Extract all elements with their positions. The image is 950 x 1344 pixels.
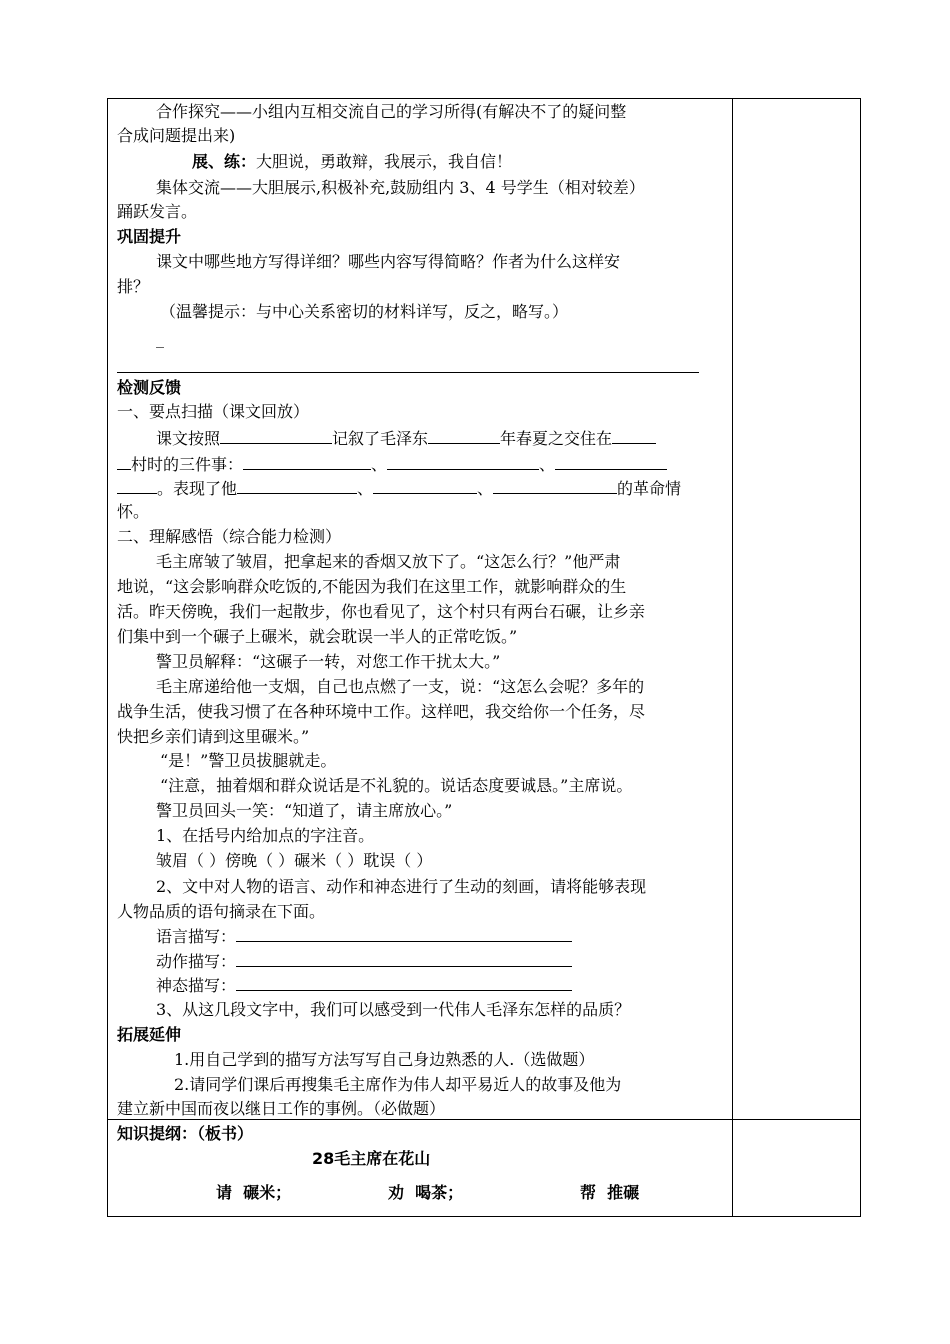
fill-sep-3a: 、: [357, 479, 374, 498]
blank-village-b[interactable]: [117, 454, 131, 470]
blank-event-3a[interactable]: [555, 454, 667, 470]
passage-line: 警卫员解释：“这碾子一转，对您工作干扰太大。”: [156, 652, 501, 671]
extend-heading: 拓展延伸: [117, 1025, 182, 1044]
expression-label: 神态描写：: [156, 976, 237, 995]
collab-line-2: 合成问题提出来): [117, 126, 236, 145]
passage-line: 战争生活，使我习惯了在各种环境中工作。这样吧，我交给你一个任务，尽: [117, 702, 646, 721]
fill-sep-2b: 、: [539, 455, 556, 474]
collab-line-1: 合作探究——小组内互相交流自己的学习所得(有解决不了的疑问整: [156, 102, 627, 121]
row-divider: [108, 1119, 860, 1120]
part1-title: 一、要点扫描（课文回放）: [117, 402, 310, 421]
language-label: 语言描写：: [156, 927, 237, 946]
fill-line-4: 怀。: [117, 502, 150, 521]
group-exchange-line-1: 集体交流——大胆展示,积极补充,鼓励组内 3、4 号学生（相对较差）: [156, 178, 645, 197]
passage-line: 毛主席递给他一支烟，自己也点燃了一支，说：“这怎么会呢？多年的: [156, 677, 645, 696]
expression-description: [156, 975, 572, 996]
extend-item-1: 1.用自己学到的描写方法写写自己身边熟悉的人.（选做题）: [174, 1050, 595, 1069]
blank-quality-1[interactable]: [237, 478, 357, 494]
passage-line: 活。昨天傍晚，我们一起散步，你也看见了，这个村只有两台石碾，让乡亲: [117, 602, 646, 621]
consolidate-tip: （温馨提示：与中心关系密切的材料详写，反之，略写。）: [160, 302, 569, 321]
outline-title: 28毛主席在花山: [312, 1149, 431, 1168]
blank-language[interactable]: [236, 926, 572, 942]
blank-quality-2[interactable]: [373, 478, 477, 494]
fill-text-1c: 年春夏之交住在: [500, 429, 613, 448]
fill-line-2: [117, 454, 667, 475]
passage-line: 警卫员回头一笑：“知道了，请主席放心。”: [156, 801, 453, 820]
show-practice: [192, 152, 512, 172]
outline-item-3: 帮 推碾: [580, 1183, 640, 1202]
fill-sep-3b: 、: [477, 479, 494, 498]
fill-line-3: [117, 478, 681, 499]
passage-line: 毛主席皱了皱眉，把拿起来的香烟又放下了。“这怎么行？”他严肃: [156, 552, 621, 571]
question-3: 3、从这几段文字中，我们可以感受到一代伟人毛泽东怎样的品质？: [156, 1000, 631, 1019]
extend-item-2-line-1: 2.请同学们课后再搜集毛主席作为伟人却平易近人的故事及他为: [174, 1075, 622, 1094]
blank-event-1[interactable]: [243, 454, 371, 470]
blank-village-a[interactable]: [612, 428, 656, 444]
passage-line: 们集中到一个碾子上碾米，就会耽误一半人的正常吃饭。”: [117, 627, 518, 646]
show-text: 大胆说，勇敢辩，我展示，我自信！: [256, 152, 513, 171]
action-label: 动作描写：: [156, 952, 237, 971]
feedback-heading: 检测反馈: [117, 378, 182, 397]
fill-line-1: [156, 428, 656, 449]
blank-quality-3[interactable]: [493, 478, 617, 494]
consolidate-dash: _: [156, 329, 164, 348]
question-2-line-1: 2、文中对人物的语言、动作和神态进行了生动的刻画，请将能够表现: [156, 877, 647, 896]
part2-title: 二、理解感悟（综合能力检测）: [117, 527, 342, 546]
question-1: 1、在括号内给加点的字注音。: [156, 826, 375, 845]
question-1-words: 皱眉（ ）傍晚（ ）碾米（ ）耽误（ ）: [156, 851, 433, 870]
blank-order[interactable]: [220, 428, 332, 444]
answer-line: [117, 372, 699, 373]
group-exchange-line-2: 踊跃发言。: [117, 202, 198, 221]
show-label: 展、练：: [192, 152, 257, 171]
lesson-plan-table: [107, 98, 861, 1217]
passage-line: 快把乡亲们请到这里碾米。”: [117, 727, 310, 746]
passage-line: 地说，“这会影响群众吃饭的,不能因为我们在这里工作，就影响群众的生: [117, 577, 627, 596]
passage-line: “注意，抽着烟和群众说话是不礼貌的。说话态度要诚恳。”主席说。: [160, 776, 633, 795]
fill-text-3b: 的革命情: [617, 479, 682, 498]
blank-year[interactable]: [428, 428, 500, 444]
blank-expression[interactable]: [236, 975, 572, 991]
extend-item-2-line-2: 建立新中国而夜以继日工作的事例。（必做题）: [117, 1099, 446, 1118]
blank-event-2[interactable]: [387, 454, 539, 470]
fill-text-2a: 村时的三件事：: [131, 455, 244, 474]
fill-sep-2a: 、: [371, 455, 388, 474]
consolidate-heading: 巩固提升: [117, 227, 182, 246]
blank-action[interactable]: [236, 951, 572, 967]
fill-text-1a: 课文按照: [156, 429, 221, 448]
outline-item-2: 劝 喝茶；: [388, 1183, 464, 1202]
action-description: [156, 951, 572, 972]
fill-text-3a: 。表现了他: [157, 479, 238, 498]
column-divider: [732, 99, 733, 1216]
outline-item-1: 请 碾米；: [216, 1183, 292, 1202]
question-2-line-2: 人物品质的语句摘录在下面。: [117, 902, 326, 921]
fill-text-1b: 记叙了毛泽东: [332, 429, 429, 448]
consolidate-question-line-1: 课文中哪些地方写得详细？哪些内容写得简略？作者为什么这样安: [156, 252, 621, 271]
passage-line: “是！”警卫员拔腿就走。: [160, 751, 337, 770]
consolidate-question-line-2: 排？: [117, 277, 150, 296]
blank-event-3b[interactable]: [117, 478, 157, 494]
outline-heading: 知识提纲：（板书）: [117, 1124, 254, 1143]
language-description: [156, 926, 572, 947]
